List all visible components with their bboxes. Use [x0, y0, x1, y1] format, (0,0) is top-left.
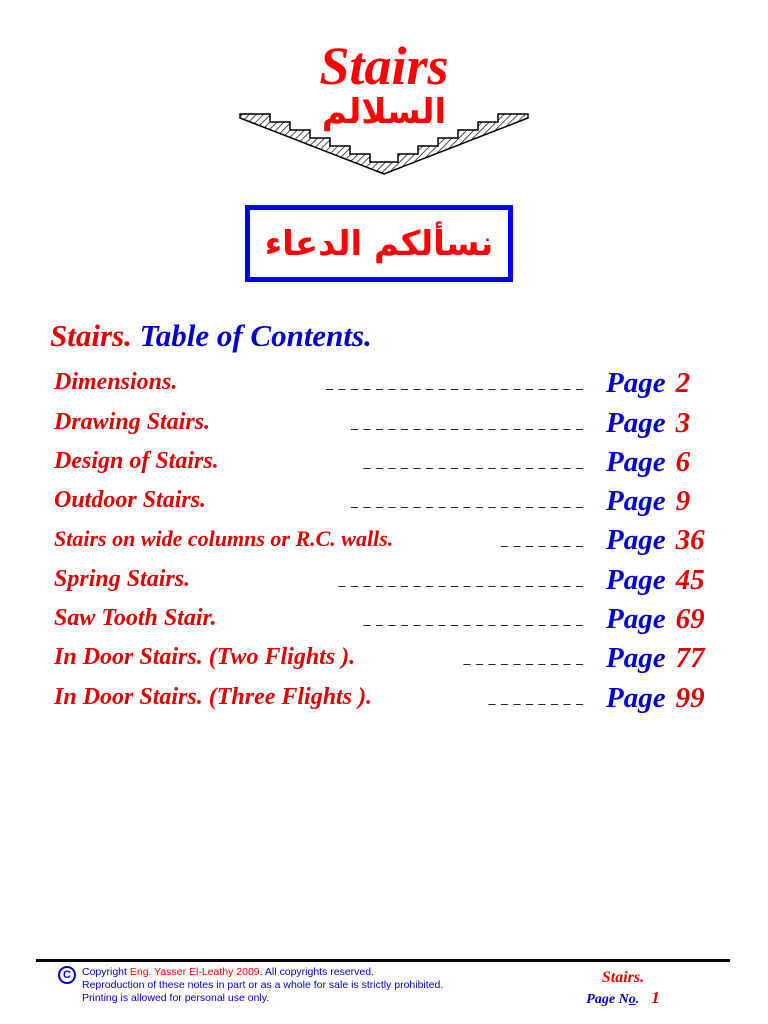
toc-entry-label: Stairs on wide columns or R.C. walls.: [54, 526, 394, 552]
copyright-symbol: C: [63, 969, 71, 981]
dua-text: نسألكم الدعاء: [264, 223, 494, 264]
footer-page-no-suffix: o: [628, 992, 636, 1007]
copyright-line-1: [82, 966, 443, 979]
toc-leader: _ _ _ _ _ _ _ _ _ _: [463, 652, 584, 668]
toc-entry[interactable]: [54, 520, 734, 559]
toc-entry-label: Dimensions.: [54, 369, 178, 396]
copyright-prefix: Copyright: [82, 966, 130, 978]
dua-box: [245, 205, 513, 282]
toc-leader: _ _ _ _ _ _ _ _: [488, 691, 584, 707]
page-word: Page: [606, 563, 666, 596]
toc-entry[interactable]: [54, 638, 734, 677]
page-word: Page: [606, 642, 666, 675]
toc-entry-label: Outdoor Stairs.: [54, 487, 207, 514]
toc-heading-subject: Stairs.: [50, 318, 132, 353]
page-number: 9: [675, 485, 691, 518]
toc-leader: _ _ _ _ _ _ _ _ _ _ _ _ _ _ _ _ _ _: [363, 613, 584, 629]
toc-entry-label: In Door Stairs. (Three Flights ).: [54, 683, 373, 710]
footer-page-value: 1: [651, 988, 660, 1007]
toc-entry[interactable]: [54, 442, 734, 481]
toc-entry[interactable]: [54, 402, 734, 441]
page-number: 77: [675, 642, 705, 675]
toc-leader: _ _ _ _ _ _ _ _ _ _ _ _ _ _ _ _ _ _ _ _: [338, 573, 584, 589]
arabic-subtitle: السلالم: [321, 92, 447, 132]
copyright-line-2: Reproduction of these notes in part or as a whole for sale is strictly prohibited.: [82, 979, 444, 991]
toc-entry-page: [606, 445, 690, 479]
toc-entry-label: Spring Stairs.: [54, 565, 191, 592]
toc-entry-label: Design of Stairs.: [54, 447, 219, 474]
page-word: Page: [606, 681, 666, 714]
toc-entry-page: [606, 523, 705, 557]
copyright-notice: [82, 966, 443, 1005]
page-word: Page: [606, 406, 666, 439]
toc-entry-page: [606, 406, 690, 440]
copyright-line-3: Printing is allowed for personal use only.: [82, 992, 270, 1004]
copyright-suffix: . All copyrights reserved.: [259, 966, 375, 978]
page-number: 36: [675, 524, 705, 557]
page-number: 2: [675, 367, 691, 400]
page-number: 69: [675, 603, 705, 636]
footer-page-info: [568, 968, 678, 1010]
toc-entry-page: [606, 563, 705, 597]
toc-leader: _ _ _ _ _ _ _ _ _ _ _ _ _ _ _ _ _ _ _ _ _: [326, 377, 584, 393]
page-number: 3: [675, 406, 691, 439]
toc-entry-label: In Door Stairs. (Two Flights ).: [54, 644, 356, 671]
toc-leader: _ _ _ _ _ _ _: [501, 534, 584, 550]
page-number: 99: [675, 681, 705, 714]
document-title: Stairs: [319, 36, 449, 96]
toc-entry-label: Drawing Stairs.: [54, 408, 211, 435]
page-word: Page: [606, 367, 666, 400]
toc-entry[interactable]: [54, 599, 734, 638]
footer-page-number: Page No. 1: [586, 988, 660, 1007]
page-word: Page: [606, 603, 666, 636]
copyright-icon: [58, 966, 76, 984]
footer-page-label: Page N: [586, 992, 629, 1007]
toc-leader: _ _ _ _ _ _ _ _ _ _ _ _ _ _ _ _ _ _ _: [351, 416, 584, 432]
copyright-author: Eng. Yasser El-Leathy 2009: [129, 966, 260, 978]
toc-entry-label: Saw Tooth Stair.: [54, 605, 217, 632]
toc-heading: [50, 316, 372, 356]
page-number: 45: [675, 563, 705, 596]
toc-leader: _ _ _ _ _ _ _ _ _ _ _ _ _ _ _ _ _ _ _: [351, 495, 584, 511]
toc-entry[interactable]: [54, 559, 734, 598]
toc-entry[interactable]: [54, 481, 734, 520]
toc-list: [54, 363, 734, 717]
footer-divider: [36, 959, 730, 962]
toc-entry[interactable]: [54, 363, 734, 402]
page-word: Page: [606, 445, 666, 478]
page-word: Page: [606, 524, 666, 557]
toc-entry-page: [606, 366, 690, 400]
toc-heading-label: Table of Contents.: [139, 318, 372, 353]
toc-entry-page: [606, 681, 705, 715]
footer-doc-title: Stairs.: [601, 969, 645, 986]
toc-entry[interactable]: [54, 677, 734, 716]
page-word: Page: [606, 485, 666, 518]
toc-leader: _ _ _ _ _ _ _ _ _ _ _ _ _ _ _ _ _ _: [363, 455, 584, 471]
page-number: 6: [675, 445, 691, 478]
toc-entry-page: [606, 641, 705, 675]
toc-entry-page: [606, 484, 690, 518]
toc-entry-page: [606, 602, 705, 636]
